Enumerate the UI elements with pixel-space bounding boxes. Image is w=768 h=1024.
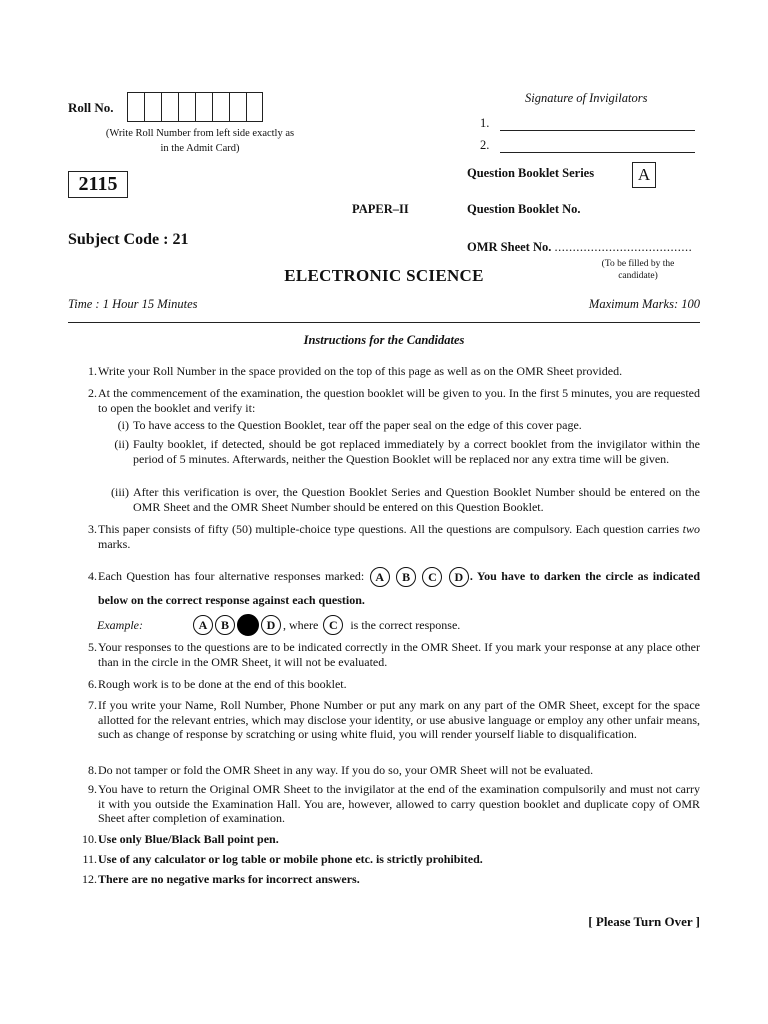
item-number: 12. bbox=[82, 872, 97, 886]
signature-title: Signature of Invigilators bbox=[525, 91, 648, 105]
subitem-text: After this verification is over, the Question Booklet Series and Question Booklet Number should be entered on the OMR Sheet and the OMR Sheet Number should be entered on this Question Booklet. bbox=[133, 485, 700, 514]
example-label: Example: bbox=[97, 617, 143, 632]
example-where: , where bbox=[283, 617, 319, 632]
item-text-part: This paper consists of fifty (50) multiple-choice type questions. All the questions are compulsory. Each question carries bbox=[98, 522, 683, 536]
instructions-title: Instructions for the Candidates bbox=[303, 333, 465, 347]
question-booklet-series-value: A bbox=[632, 162, 656, 188]
omr-sheet-number-blank[interactable]: ...................................... bbox=[554, 240, 693, 254]
instruction-subitem bbox=[97, 437, 700, 466]
item-text: Do not tamper or fold the OMR Sheet in any way. If you do so, your OMR Sheet will not be evaluated. bbox=[98, 763, 594, 777]
example-row bbox=[97, 614, 460, 636]
omr-sheet-note: (To be filled by the candidate) bbox=[601, 259, 675, 281]
example-end: is the correct response. bbox=[350, 617, 461, 632]
subitem-number: (i) bbox=[117, 418, 129, 432]
item-text: Rough work is to be done at the end of this booklet. bbox=[98, 677, 347, 691]
item-number: 9. bbox=[88, 782, 97, 796]
item-number: 11. bbox=[82, 852, 97, 866]
option-d-circle: D bbox=[261, 615, 281, 635]
option-a-circle: A bbox=[370, 567, 390, 587]
question-booklet-number-label: Question Booklet No. bbox=[467, 202, 581, 216]
signature-number: 1. bbox=[480, 116, 490, 130]
item-text-italic: two bbox=[682, 522, 700, 536]
instruction-item bbox=[68, 832, 700, 847]
option-c-circle: C bbox=[323, 615, 343, 635]
time-allowed: Time : 1 Hour 15 Minutes bbox=[68, 297, 198, 311]
page-title bbox=[0, 266, 768, 286]
instruction-item bbox=[68, 677, 700, 692]
item-text: At the commencement of the examination, the question booklet will be given to you. In the first 5 minutes, you are requested to open the booklet and verify it: bbox=[98, 386, 700, 415]
invigilator-signature-1[interactable] bbox=[480, 116, 695, 131]
item-text: Write your Roll Number in the space provided on the top of this page as well as on the OMR Sheet provided. bbox=[98, 364, 623, 378]
option-a-circle: A bbox=[193, 615, 213, 635]
instruction-item bbox=[68, 782, 700, 826]
item-text bbox=[97, 564, 700, 612]
paper-label: PAPER–II bbox=[352, 202, 409, 216]
item-text: You have to return the Original OMR Sheet to the invigilator at the end of the examination compulsorily and must not carry it with you outside the Examination Hall. You are, however, allowed to carry question booklet and duplicate copy of OMR Sheet after completion of examination. bbox=[98, 782, 700, 825]
instruction-item bbox=[68, 698, 700, 742]
instruction-subitem bbox=[97, 418, 700, 433]
invigilator-signature-2[interactable] bbox=[480, 138, 695, 153]
roll-number-note: (Write Roll Number from left side exactly as in the Admit Card) bbox=[105, 128, 295, 154]
maximum-marks: Maximum Marks: 100 bbox=[588, 297, 700, 311]
instruction-item bbox=[68, 872, 700, 887]
instruction-item bbox=[68, 763, 700, 778]
roll-number-boxes[interactable] bbox=[127, 92, 263, 122]
item-text: If you write your Name, Roll Number, Phone Number or put any mark on any part of the OMR Sheet, except for the space allotted for the relevant entries, which may disclose your identity, or use abusive language or employ any other unfair means, such as change of response by scratching or using white fluid, you will render yourself liable to disqualification. bbox=[98, 698, 700, 741]
item-text: Use only Blue/Black Ball point pen. bbox=[98, 832, 279, 846]
please-turn-over: [ Please Turn Over ] bbox=[588, 914, 700, 929]
item-number: 2. bbox=[88, 386, 97, 400]
item-number: 7. bbox=[88, 698, 97, 712]
subitem-number: (ii) bbox=[114, 437, 129, 451]
item-number: 3. bbox=[88, 522, 97, 536]
subject-title: ELECTRONIC SCIENCE bbox=[284, 266, 484, 285]
instruction-subitem bbox=[97, 485, 700, 514]
item-text: Use of any calculator or log table or mobile phone etc. is strictly prohibited. bbox=[98, 852, 483, 866]
item-number: 4. bbox=[88, 569, 97, 583]
omr-sheet-number-label: OMR Sheet No. bbox=[467, 240, 552, 254]
subitem-text: To have access to the Question Booklet, tear off the paper seal on the edge of this cover page. bbox=[133, 418, 582, 432]
roll-digit-box[interactable] bbox=[229, 92, 246, 122]
instruction-item bbox=[68, 522, 700, 551]
item-number: 5. bbox=[88, 640, 97, 654]
roll-digit-box[interactable] bbox=[127, 92, 144, 122]
roll-digit-box[interactable] bbox=[246, 92, 263, 122]
item-text: There are no negative marks for incorrect answers. bbox=[98, 872, 360, 886]
option-c-circle: C bbox=[422, 567, 442, 587]
signature-line[interactable] bbox=[500, 140, 695, 153]
roll-number-label: Roll No. bbox=[68, 100, 114, 115]
divider bbox=[68, 322, 700, 323]
roll-digit-box[interactable] bbox=[161, 92, 178, 122]
option-d-circle: D bbox=[449, 567, 469, 587]
item-number: 8. bbox=[88, 763, 97, 777]
roll-digit-box[interactable] bbox=[212, 92, 229, 122]
item-text-part: . You have to darken the circle as indicated below on the correct response against each question. bbox=[98, 569, 701, 607]
instruction-item bbox=[68, 386, 700, 415]
item-number: 10. bbox=[82, 832, 97, 846]
item-number: 1. bbox=[88, 364, 97, 378]
signature-line[interactable] bbox=[500, 118, 695, 131]
option-b-circle: B bbox=[215, 615, 235, 635]
option-b-circle: B bbox=[396, 567, 416, 587]
roll-digit-box[interactable] bbox=[178, 92, 195, 122]
item-text-part: Each Question has four alternative responses marked: bbox=[98, 569, 369, 583]
instruction-item bbox=[68, 564, 700, 612]
question-booklet-series-label: Question Booklet Series bbox=[467, 166, 595, 180]
subitem-text: Faulty booklet, if detected, should be got replaced immediately by a correct booklet from the invigilator within the period of 5 minutes. Afterwards, neither the Question Booklet will be replaced nor any extra time will be given. bbox=[133, 437, 700, 466]
roll-digit-box[interactable] bbox=[144, 92, 161, 122]
signature-number: 2. bbox=[480, 138, 490, 152]
roll-digit-box[interactable] bbox=[195, 92, 212, 122]
omr-sheet-number-field[interactable] bbox=[467, 240, 692, 255]
instruction-item bbox=[68, 852, 700, 867]
item-text: Your responses to the questions are to be indicated correctly in the OMR Sheet. If you mark your response at any place other than in the circle in the OMR Sheet, it will not be evaluated. bbox=[98, 640, 700, 669]
filled-circle bbox=[237, 614, 259, 636]
subitem-number: (iii) bbox=[111, 485, 129, 499]
paper-code: 2115 bbox=[68, 171, 128, 198]
item-text-part: marks. bbox=[98, 536, 131, 551]
subject-code: Subject Code : 21 bbox=[68, 231, 189, 248]
instruction-item bbox=[68, 640, 700, 669]
item-number: 6. bbox=[88, 677, 97, 691]
instruction-item bbox=[68, 364, 700, 379]
item-text bbox=[97, 522, 700, 551]
